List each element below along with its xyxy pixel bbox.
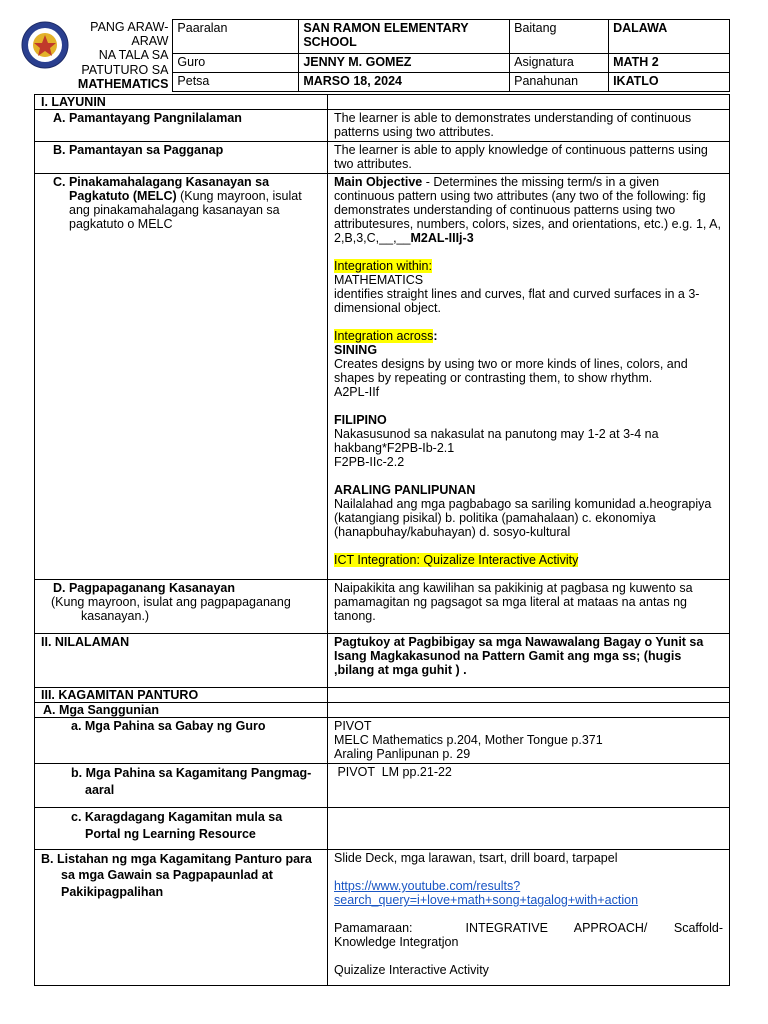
performance-standard-label: B. Pamantayan sa Pagganap (35, 142, 328, 174)
lesson-plan-table (34, 94, 730, 986)
filipino-code: F2PB-IIc-2.2 (334, 455, 405, 469)
document-title: PANG ARAW- ARAW NA TALA SA PATUTURO SA MATHEMATICS (77, 19, 169, 91)
sanggunian-heading: A. Mga Sanggunian (35, 703, 328, 718)
sining-text: Creates designs by using two or more kinds of lines, colors, and shapes by repeating or contrasting them, to show rhythm. (334, 357, 688, 385)
learner-material-pages: PIVOT LM pp.21-22 (328, 764, 730, 808)
nilalaman-heading: II. NILALAMAN (35, 634, 328, 688)
ap-label: ARALING PANLIPUNAN (334, 483, 476, 497)
materials-list-label: B. Listahan ng mga Kagamitang Panturo para sa mga Gawain sa Pagpapaunlad at Pakikipagpalihan (35, 850, 328, 986)
filipino-label: FILIPINO (334, 413, 387, 427)
content-standard-text: The learner is able to demonstrates understanding of continuous patterns using two attributes. (328, 110, 730, 142)
portal-resource-label: c. Karagdagang Kagamitan mula sa Portal ng Learning Resource (35, 808, 328, 850)
school-label: Paaralan (173, 20, 299, 54)
integration-within-label: Integration within: (334, 259, 432, 273)
filipino-text: Nakasusunod sa nakasulat na panutong may 1-2 at 3-4 na hakbang*F2PB-Ib-2.1 (334, 427, 659, 455)
ap-text: Nailalahad ang mga pagbabago sa sariling komunidad a.heograpiya (katangiang pisikal) b. politika (pamahalaan) c. ekonomiya (hanapbuhay/kabuhayan) d. sosyo-kultural (334, 497, 712, 539)
date-value: MARSO 18, 2024 (299, 73, 510, 92)
sining-code: A2PL-IIf (334, 385, 380, 399)
enabling-skill-label: D. Pagpapaganang Kasanayan (Kung mayroon, isulat ang pagpapaganang kasanayan.) (35, 580, 328, 634)
header-table (35, 19, 730, 92)
kagamitan-heading: III. KAGAMITAN PANTURO (35, 688, 328, 703)
date-label: Petsa (173, 73, 299, 92)
teacher-value: JENNY M. GOMEZ (299, 54, 510, 73)
teacher-label: Guro (173, 54, 299, 73)
main-objective: Main Objective - Determines the missing term/s in a given continuous pattern using two attributes (any two of the following: fig demonstrates understanding of continuous patterns using two attributesures, numbers, colors, sizes, and orientations, etc.) e.g. 1, A, 2,B,3,C,__,__M2AL-IIIj-3 (334, 175, 721, 245)
math-text: identifies straight lines and curves, flat and curved surfaces in a 3-dimensional object. (334, 287, 700, 315)
integration-across-label: Integration across (334, 329, 434, 343)
materials-list-content (328, 850, 730, 986)
sining-label: SINING (334, 343, 378, 357)
ict-integration: ICT Integration: Quizalize Interactive Activity (334, 553, 579, 567)
enabling-skill-text: Naipakikita ang kawilihan sa pakikinig at pagbasa ng kuwento sa pamamagitan ng pagsagot sa mga literal at mataas na antas ng tanong. (328, 580, 730, 634)
learner-material-label: b. Mga Pahina sa Kagamitang Pangmag-aaral (35, 764, 328, 808)
grade-value: DALAWA (609, 20, 730, 54)
melc-label: C. Pinakamahalagang Kasanayan sa Pagkatuto (MELC) (Kung mayroon, isulat ang pinakamahalagang kasanayan sa pagkatuto o MELC (35, 174, 328, 580)
content-standard-label: A. Pamantayang Pangnilalaman (35, 110, 328, 142)
performance-standard-text: The learner is able to apply knowledge of continuous patterns using two attributes. (328, 142, 730, 174)
math-label: MATHEMATICS (334, 273, 424, 287)
quarter-value: IKATLO (609, 73, 730, 92)
melc-content: Main Objective - Determines the missing term/s in a given continuous pattern using two attributes (any two of the following: fig demonstrates understanding of continuous patterns using two attributesures, numbers, colors, sizes, and orientations, etc.) e.g. 1, A, 2,B,3,C,__,__M2AL-IIIj-3 Integration within: MATHEMATICS identifies straight lines and curves, flat and curved surfaces in a 3-dimensional object. Integration across: SINING Creates designs by using two or more kinds of lines, colors, and shapes by repeating or contrasting them, to show rhythm. A2PL-IIf FILIPINO Nakasusunod sa nakasulat na panutong may 1-2 at 3-4 na hakbang*F2PB-Ib-2.1 F2PB-IIc-2.2 ARALING PANLIPUNAN Nailalahad ang mga pagbabago sa sariling komunidad a.heograpiya (katangiang pisikal) b. politika (pamahalaan) c. ekonomiya (hanapbuhay/kabuhayan) d. sosyo-kultural ICT Integration: Quizalize Interactive Activity (328, 174, 730, 580)
layunin-heading: I. LAYUNIN (35, 95, 328, 110)
nilalaman-text: Pagtukoy at Pagbibigay sa mga Nawawalang Bagay o Yunit sa Isang Magkakasunod na Pattern Gamit ang mga ss; (hugis ,bilang at mga guhit ) . (328, 634, 730, 688)
school-value: SAN RAMON ELEMENTARY SCHOOL (299, 20, 510, 54)
grade-label: Baitang (510, 20, 609, 54)
youtube-link[interactable]: https://www.youtube.com/results? search_query=i+love+math+song+tagalog+with+action (334, 879, 639, 907)
teacher-guide-label: a. Mga Pahina sa Gabay ng Guro (35, 718, 328, 764)
quarter-label: Panahunan (510, 73, 609, 92)
subject-value: MATH 2 (609, 54, 730, 73)
subject-label: Asignatura (510, 54, 609, 73)
materials-text: Slide Deck, mga larawan, tsart, drill board, tarpapel (334, 851, 618, 865)
quizalize-text: Quizalize Interactive Activity (334, 963, 489, 977)
method-text: Pamamaraan: INTEGRATIVE APPROACH/ Scaffold-Knowledge Integratjon (334, 921, 723, 949)
teacher-guide-pages: PIVOT MELC Mathematics p.204, Mother Tongue p.371 Araling Panlipunan p. 29 (328, 718, 730, 764)
